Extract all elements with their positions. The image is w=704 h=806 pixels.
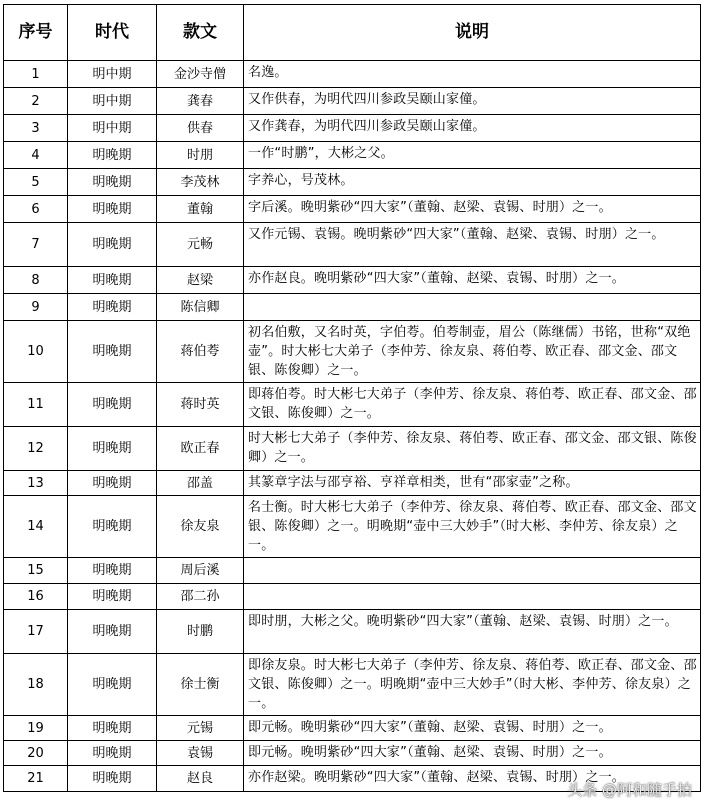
table-row <box>4 115 701 142</box>
row-mark: 龚春 <box>157 88 244 115</box>
table-row <box>4 142 701 169</box>
row-desc: 即时朋，大彬之父。晚明紫砂“四大家”（董翰、赵梁、袁锡、时朋）之一。 <box>244 610 701 654</box>
row-seq: 17 <box>4 610 68 654</box>
row-seq: 15 <box>4 558 68 584</box>
table-row <box>4 496 701 558</box>
row-seq: 20 <box>4 741 68 766</box>
row-desc: 又作龚春，为明代四川参政吴颐山家僮。 <box>244 115 701 142</box>
row-desc: 名逸。 <box>244 61 701 88</box>
row-era: 明晚期 <box>68 294 157 321</box>
row-desc <box>244 558 701 584</box>
row-mark: 元锡 <box>157 716 244 741</box>
row-seq: 14 <box>4 496 68 558</box>
row-era: 明晚期 <box>68 169 157 196</box>
row-era: 明晚期 <box>68 427 157 471</box>
row-seq: 8 <box>4 267 68 294</box>
table-row <box>4 61 701 88</box>
row-era: 明晚期 <box>68 321 157 383</box>
row-mark: 陈信卿 <box>157 294 244 321</box>
table-row <box>4 654 701 716</box>
row-seq: 16 <box>4 584 68 610</box>
row-era: 明晚期 <box>68 766 157 792</box>
row-mark: 欧正春 <box>157 427 244 471</box>
row-desc: 即元畅。晚明紫砂“四大家”（董翰、赵梁、袁锡、时朋）之一。 <box>244 741 701 766</box>
table-row <box>4 558 701 584</box>
table-row <box>4 471 701 496</box>
row-desc: 又作供春，为明代四川参政吴颐山家僮。 <box>244 88 701 115</box>
row-seq: 4 <box>4 142 68 169</box>
row-era: 明中期 <box>68 115 157 142</box>
row-era: 明晚期 <box>68 471 157 496</box>
row-seq: 19 <box>4 716 68 741</box>
row-era: 明晚期 <box>68 716 157 741</box>
row-seq: 10 <box>4 321 68 383</box>
row-seq: 6 <box>4 196 68 223</box>
header-seq: 序号 <box>4 5 68 61</box>
row-desc: 名士衡。时大彬七大弟子（李仲芳、徐友泉、蒋伯荂、欧正春、邵文金、邵文银、陈俊卿）之一。明晚期“壶中三大妙手”（时大彬、李仲芳、徐友泉）之一。 <box>244 496 701 558</box>
row-mark: 时朋 <box>157 142 244 169</box>
row-mark: 蒋伯荂 <box>157 321 244 383</box>
row-seq: 3 <box>4 115 68 142</box>
row-desc: 字养心，号茂林。 <box>244 169 701 196</box>
row-seq: 13 <box>4 471 68 496</box>
row-era: 明晚期 <box>68 741 157 766</box>
row-mark: 邵二孙 <box>157 584 244 610</box>
row-era: 明晚期 <box>68 267 157 294</box>
row-mark: 元畅 <box>157 223 244 267</box>
row-mark: 邵盖 <box>157 471 244 496</box>
row-era: 明晚期 <box>68 558 157 584</box>
table-row <box>4 223 701 267</box>
header-desc: 说明 <box>244 5 701 61</box>
table-header-row <box>4 5 701 61</box>
table-row <box>4 321 701 383</box>
row-mark: 李茂林 <box>157 169 244 196</box>
row-seq: 1 <box>4 61 68 88</box>
pottery-marks-table <box>3 4 701 792</box>
table-row <box>4 88 701 115</box>
row-era: 明中期 <box>68 88 157 115</box>
row-desc <box>244 584 701 610</box>
row-desc: 即蒋伯荂。时大彬七大弟子（李仲芳、徐友泉、蒋伯荂、欧正春、邵文金、邵文银、陈俊卿）之一。 <box>244 383 701 427</box>
row-seq: 2 <box>4 88 68 115</box>
table-row <box>4 169 701 196</box>
row-seq: 18 <box>4 654 68 716</box>
table-row <box>4 196 701 223</box>
row-seq: 9 <box>4 294 68 321</box>
table-row <box>4 427 701 471</box>
row-desc: 一作“时鹏”，大彬之父。 <box>244 142 701 169</box>
row-mark: 董翰 <box>157 196 244 223</box>
row-desc: 又作元锡、袁锡。晚明紫砂“四大家”（董翰、赵梁、袁锡、时朋）之一。 <box>244 223 701 267</box>
row-era: 明晚期 <box>68 196 157 223</box>
row-seq: 12 <box>4 427 68 471</box>
header-era: 时代 <box>68 5 157 61</box>
row-desc: 其篆章字法与邵亨裕、亨祥章相类，世有“邵家壶”之称。 <box>244 471 701 496</box>
row-desc: 初名伯敷，又名时英，字伯荂。伯荂制壶，眉公（陈继儒）书铭，世称“双绝壶”。时大彬七大弟子（李仲芳、徐友泉、蒋伯荂、欧正春、邵文金、邵文银、陈俊卿）之一。 <box>244 321 701 383</box>
row-era: 明晚期 <box>68 584 157 610</box>
row-desc: 即元畅。晚明紫砂“四大家”（董翰、赵梁、袁锡、时朋）之一。 <box>244 716 701 741</box>
table-row <box>4 267 701 294</box>
table-row <box>4 294 701 321</box>
row-era: 明晚期 <box>68 142 157 169</box>
row-seq: 21 <box>4 766 68 792</box>
row-seq: 11 <box>4 383 68 427</box>
row-mark: 徐友泉 <box>157 496 244 558</box>
watermark: 头条 @阿和随手拍 <box>567 781 692 799</box>
row-mark: 袁锡 <box>157 741 244 766</box>
row-seq: 7 <box>4 223 68 267</box>
table-row <box>4 741 701 766</box>
table-row <box>4 716 701 741</box>
row-mark: 时鹏 <box>157 610 244 654</box>
row-era: 明晚期 <box>68 223 157 267</box>
row-desc: 即徐友泉。时大彬七大弟子（李仲芳、徐友泉、蒋伯荂、欧正春、邵文金、邵文银、陈俊卿）之一。明晚期“壶中三大妙手”（时大彬、李仲芳、徐友泉）之一。 <box>244 654 701 716</box>
table-row <box>4 610 701 654</box>
row-era: 明晚期 <box>68 610 157 654</box>
row-era: 明晚期 <box>68 383 157 427</box>
row-mark: 周后溪 <box>157 558 244 584</box>
row-desc: 亦作赵良。晚明紫砂“四大家”（董翰、赵梁、袁锡、时朋）之一。 <box>244 267 701 294</box>
row-desc: 时大彬七大弟子（李仲芳、徐友泉、蒋伯荂、欧正春、邵文金、邵文银、陈俊卿）之一。 <box>244 427 701 471</box>
row-desc <box>244 294 701 321</box>
row-desc: 字后溪。晚明紫砂“四大家”（董翰、赵梁、袁锡、时朋）之一。 <box>244 196 701 223</box>
row-mark: 赵良 <box>157 766 244 792</box>
row-mark: 金沙寺僧 <box>157 61 244 88</box>
row-mark: 赵梁 <box>157 267 244 294</box>
table-row <box>4 584 701 610</box>
row-seq: 5 <box>4 169 68 196</box>
row-era: 明晚期 <box>68 654 157 716</box>
row-mark: 徐士衡 <box>157 654 244 716</box>
table-row <box>4 383 701 427</box>
table-body <box>4 61 701 792</box>
header-mark: 款文 <box>157 5 244 61</box>
row-era: 明晚期 <box>68 496 157 558</box>
row-era: 明中期 <box>68 61 157 88</box>
row-desc: 亦作赵梁。晚明紫砂“四大家”（董翰、赵梁、袁锡、时朋）之一。 <box>244 766 701 792</box>
row-mark: 蒋时英 <box>157 383 244 427</box>
row-mark: 供春 <box>157 115 244 142</box>
